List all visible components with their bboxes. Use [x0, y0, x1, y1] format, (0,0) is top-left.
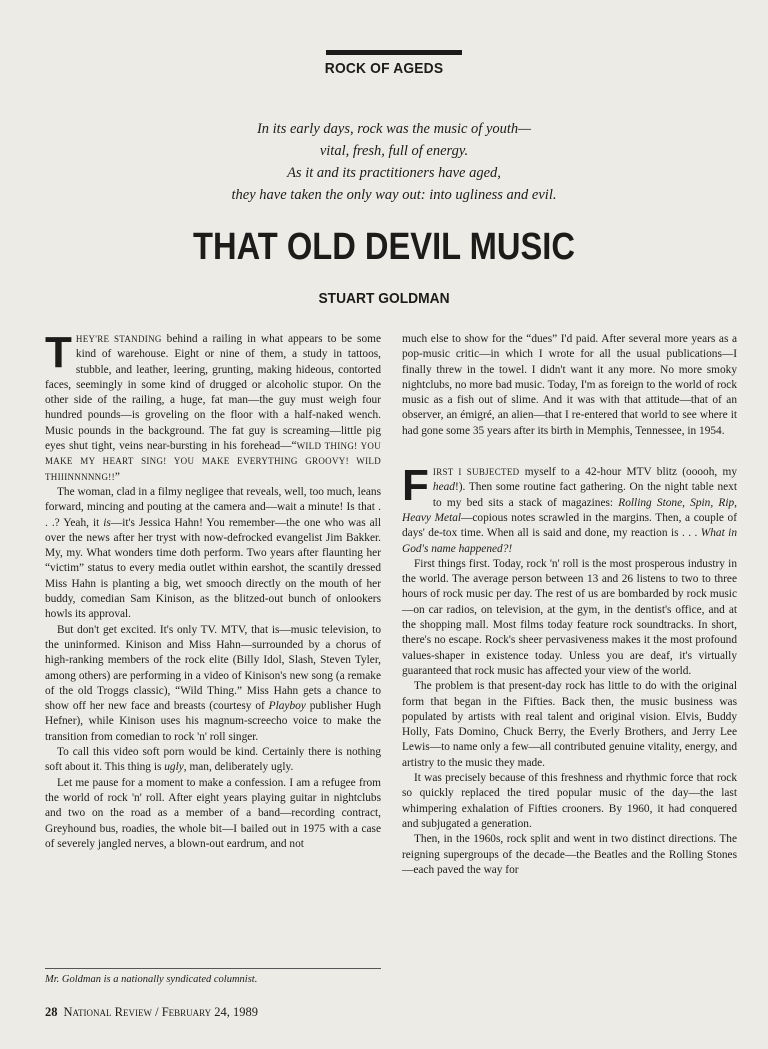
dek-line: vital, fresh, full of energy. [319, 143, 469, 159]
lead-in: IRST I SUBJECTED [432, 467, 520, 478]
drop-cap: T [45, 328, 72, 377]
article-byline: STUART GOLDMAN [318, 290, 450, 307]
dek-line: they have taken the only way out: into ugliness and evil. [231, 187, 557, 203]
paragraph: Let me pause for a moment to make a confession. I am a refugee from the world of rock 'n' roll. After eight years playing guitar in nightclubs and two on the road as a member of a band—recording contract, Greyhound bus, roadies, the whole bit—I bailed out in 1975 with a case of severely jangled nerves, a blown-out eardrum, and not [45, 776, 381, 850]
article-headline: THAT OLD DEVIL MUSIC [193, 226, 575, 268]
shout-text: WILD THING! YOU MAKE MY HEART SING! YOU MAKE EVERYTHING GROOVY! WILD THIIINNNNNG!! [45, 441, 381, 482]
section-kicker: ROCK OF AGEDS [324, 60, 444, 77]
page-folio [45, 1005, 258, 1020]
paragraph: But don't get excited. It's only TV. MTV, that is—music television, to the uninformed. Kinison and Miss Hahn—surrounded by a chorus of high-ranking members of the rock elite (Billy Idol, Slash, Steven Tyler, among others) are performing in a video of Kinison's new song (a remake of the old Troggs classic), “Wild Thing.” Miss Hahn gets a chance to show off her new face and breasts (courtesy of Playboy publisher Hugh Hefner), while Kinison uses his magnum-screecho voice to make the transition from comedian to rock 'n' roll singer. [45, 623, 382, 743]
paragraph: Then, in the 1960s, rock split and went in two distinct directions. The reigning supergroups of the decade—the Beatles and the Rolling Stones—each paved the way for [402, 833, 737, 876]
paragraph: THEY'RE STANDING behind a railing in what appears to be some kind of warehouse. Eight or nine of them, a study in tattoos, stubble, and leather, leering, grunting, making hideous, contorted faces, seemingly in some kind of drugged or alcoholic stupor. On the other side of the railing, a huge, fat man—the guy must weigh four hundred pounds—is groveling on the floor with a half-naked wench. Music pounds in the background. The fat guy is screaming—little pig eyes shut tight, veins near-bursting in his forehead—“WILD THING! YOU MAKE MY HEART SING! YOU MAKE EVERYTHING GROOVY! WILD THIIINNNNNG!!” [45, 328, 381, 483]
paragraph: much else to show for the “dues” I'd paid. After several more years as a pop-music critic—in which I wrote for all the usual publications—I finally threw in the towel. I didn't want it any more. No more smoky nightclubs, no more bad music. Today, I'm as foreign to the world of rock music as a fish out of slime. And it was with that attitude—that of an observer, an émigré, an alien—that I re-entered that world to see where it had gone some 35 years after its birth in Memphis, Tennessee, in 1954. [402, 333, 737, 437]
paragraph: The problem is that present-day rock has little to do with the original form that began in the Fifties. Back then, the music business was populated by artists with real talent and original vision. Elvis, Buddy Holly, Fats Domino, Chuck Berry, the Everly Brothers, and Jerry Lee Lewis—to name only a few—all contributed genuine vitality, energy, and artistry to the music they made. [402, 680, 737, 769]
paragraph: The woman, clad in a filmy negligee that reveals, well, too much, leans forward, mincing and pouting at the camera and—wait a minute! Is that . . .? Yeah, it is—it's Jessica Hahn! You remember—the one who was all over the news after her tryst with now-defrocked evangelist Jim Bakker. My, my. What wonders time doth perform. Two years after flaunting her “victim” status to every media outlet within earshot, the scantily dressed Miss Hahn is planting a big, wet smooch directly on the mouth of her buddy, comedian Sam Kinison, as the blitzed-out bunch of onlookers howls its approval. [45, 485, 381, 621]
right-column [402, 332, 737, 878]
author-footnote: Mr. Goldman is a nationally syndicated columnist. [45, 974, 258, 985]
paragraph: To call this video soft porn would be kind. Certainly there is nothing soft about it. This thing is ugly, man, deliberately ugly. [45, 746, 381, 774]
paragraph: It was precisely because of this freshness and rhythmic force that rock so quickly replaced the tired popular music of the day—the last whimpering exhalation of Fifties crooners. By 1960, it had conquered and subjugated a generation. [402, 772, 737, 830]
left-column [45, 328, 382, 852]
lead-in: HEY'RE STANDING [75, 334, 162, 344]
dek-line: As it and its practitioners have aged, [287, 165, 501, 181]
paragraph: FIRST I SUBJECTED myself to a 42-hour MTV blitz (ooooh, my head!). Then some routine fact gathering. On the night table next to my bed sits a stack of magazines: Rolling Stone, Spin, Rip, Heavy Metal—copious notes scrawled in the margins. Then, a couple of days' de-tox time. When all is said and done, my reaction is . . . What in God's name happened?! [402, 461, 738, 555]
dek-line: In its early days, rock was the music of youth— [256, 121, 532, 137]
kicker-rule [326, 50, 462, 55]
page-number: 28 [45, 1005, 58, 1019]
drop-cap: F [402, 461, 429, 511]
paragraph: First things first. Today, rock 'n' roll is the most prosperous industry in the world. The average person between 13 and 26 listens to two to three hours of rock music per day. The rest of us are bombarded by rock music—on car radios, on television, at the gym, in the dentist's office, and at the shopping mall. Most films today feature rock soundtracks. In short, there's no escape. Rock's sheer pervasiveness makes it the most profound values-shaper in existence today. Unless you are deaf, it's virtually guaranteed that rock music has affected your view of the world. [402, 557, 737, 677]
article-dek [0, 118, 768, 206]
footnote-rule [45, 968, 381, 969]
publication-line: National Review / February 24, 1989 [63, 1005, 259, 1019]
